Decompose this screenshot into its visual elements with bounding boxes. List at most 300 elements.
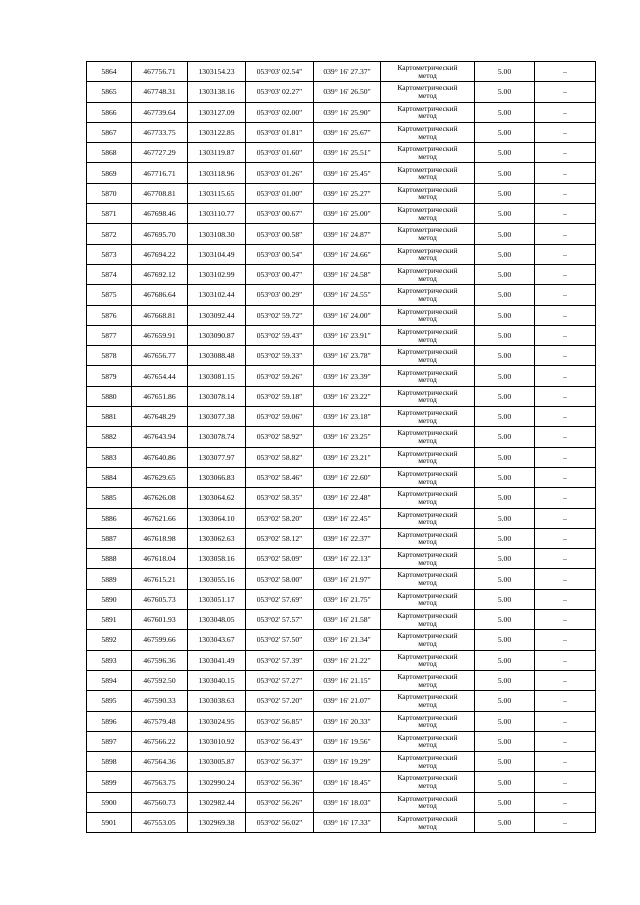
y-coordinate: 1303122.85 — [188, 122, 246, 142]
note: – — [535, 691, 596, 711]
y-coordinate: 1303090.87 — [188, 325, 246, 345]
point-number: 5886 — [87, 508, 132, 528]
note: – — [535, 305, 596, 325]
method-line-2: метод — [418, 375, 437, 385]
y-coordinate: 1303088.48 — [188, 346, 246, 366]
point-number: 5866 — [87, 102, 132, 122]
y-coordinate: 1303108.30 — [188, 224, 246, 244]
note: – — [535, 183, 596, 203]
note: – — [535, 630, 596, 650]
point-number: 5871 — [87, 204, 132, 224]
point-number: 5878 — [87, 346, 132, 366]
latitude: 053°02' 57.57" — [246, 610, 314, 630]
latitude: 053°03' 02.00" — [246, 102, 314, 122]
method-line-1: Картометрический — [397, 509, 458, 519]
accuracy: 5.00 — [475, 82, 535, 102]
method-cell — [381, 752, 475, 772]
method-line-1: Картометрический — [397, 692, 458, 702]
latitude: 053°02' 58.46" — [246, 467, 314, 487]
method-line-1: Картометрический — [397, 367, 458, 377]
method-cell — [381, 143, 475, 163]
x-coordinate: 467686.64 — [132, 285, 188, 305]
method-cell — [381, 163, 475, 183]
x-coordinate: 467640.86 — [132, 447, 188, 467]
latitude: 053°02' 56.85" — [246, 711, 314, 731]
accuracy: 5.00 — [475, 630, 535, 650]
coordinates-table — [86, 61, 596, 833]
method-line-2: метод — [418, 70, 437, 80]
longitude: 039° 16' 23.22" — [314, 386, 381, 406]
method-line-1: Картометрический — [397, 793, 458, 803]
y-coordinate: 1303102.99 — [188, 264, 246, 284]
y-coordinate: 1303118.96 — [188, 163, 246, 183]
latitude: 053°02' 56.37" — [246, 752, 314, 772]
method-line-1: Картометрический — [397, 489, 458, 499]
x-coordinate: 467618.04 — [132, 549, 188, 569]
longitude: 039° 16' 23.25" — [314, 427, 381, 447]
accuracy: 5.00 — [475, 792, 535, 812]
x-coordinate: 467654.44 — [132, 366, 188, 386]
method-line-1: Картометрический — [397, 387, 458, 397]
y-coordinate: 1303005.87 — [188, 752, 246, 772]
x-coordinate: 467599.66 — [132, 630, 188, 650]
note: – — [535, 325, 596, 345]
x-coordinate: 467733.75 — [132, 122, 188, 142]
accuracy: 5.00 — [475, 528, 535, 548]
longitude: 039° 16' 21.15" — [314, 670, 381, 690]
note: – — [535, 569, 596, 589]
longitude: 039° 16' 25.27" — [314, 183, 381, 203]
latitude: 053°02' 59.26" — [246, 366, 314, 386]
method-line-2: метод — [418, 456, 437, 466]
latitude: 053°02' 56.36" — [246, 772, 314, 792]
y-coordinate: 1303138.16 — [188, 82, 246, 102]
table-row — [87, 407, 596, 427]
table-row — [87, 264, 596, 284]
note: – — [535, 812, 596, 832]
point-number: 5890 — [87, 589, 132, 609]
table-row — [87, 427, 596, 447]
table-row — [87, 62, 596, 82]
x-coordinate: 467727.29 — [132, 143, 188, 163]
table-row — [87, 528, 596, 548]
accuracy: 5.00 — [475, 752, 535, 772]
method-line-1: Картометрический — [397, 144, 458, 154]
point-number: 5898 — [87, 752, 132, 772]
y-coordinate: 1303040.15 — [188, 670, 246, 690]
accuracy: 5.00 — [475, 264, 535, 284]
note: – — [535, 650, 596, 670]
longitude: 039° 16' 25.00" — [314, 204, 381, 224]
method-line-2: метод — [418, 273, 437, 283]
latitude: 053°02' 58.82" — [246, 447, 314, 467]
x-coordinate: 467560.73 — [132, 792, 188, 812]
table-row — [87, 467, 596, 487]
latitude: 053°02' 59.18" — [246, 386, 314, 406]
latitude: 053°03' 00.29" — [246, 285, 314, 305]
y-coordinate: 1303127.09 — [188, 102, 246, 122]
note: – — [535, 264, 596, 284]
method-cell — [381, 183, 475, 203]
accuracy: 5.00 — [475, 670, 535, 690]
method-line-2: метод — [418, 598, 437, 608]
accuracy: 5.00 — [475, 467, 535, 487]
latitude: 053°02' 59.72" — [246, 305, 314, 325]
accuracy: 5.00 — [475, 691, 535, 711]
note: – — [535, 204, 596, 224]
y-coordinate: 1302990.24 — [188, 772, 246, 792]
y-coordinate: 1303064.10 — [188, 508, 246, 528]
method-line-1: Картометрический — [397, 164, 458, 174]
method-line-1: Картометрический — [397, 184, 458, 194]
method-line-2: метод — [418, 638, 437, 648]
method-line-1: Картометрический — [397, 245, 458, 255]
latitude: 053°02' 57.27" — [246, 670, 314, 690]
accuracy: 5.00 — [475, 62, 535, 82]
method-cell — [381, 427, 475, 447]
method-cell — [381, 244, 475, 264]
method-cell — [381, 224, 475, 244]
method-line-2: метод — [418, 253, 437, 263]
latitude: 053°03' 00.67" — [246, 204, 314, 224]
accuracy: 5.00 — [475, 204, 535, 224]
accuracy: 5.00 — [475, 224, 535, 244]
method-cell — [381, 549, 475, 569]
longitude: 039° 16' 23.91" — [314, 325, 381, 345]
table-row — [87, 610, 596, 630]
method-line-2: метод — [418, 90, 437, 100]
y-coordinate: 1303092.44 — [188, 305, 246, 325]
table-row — [87, 285, 596, 305]
table-row — [87, 488, 596, 508]
method-cell — [381, 346, 475, 366]
latitude: 053°02' 56.43" — [246, 731, 314, 751]
longitude: 039° 16' 20.33" — [314, 711, 381, 731]
method-cell — [381, 264, 475, 284]
note: – — [535, 82, 596, 102]
method-line-1: Картометрический — [397, 631, 458, 641]
note: – — [535, 346, 596, 366]
method-line-1: Картометрический — [397, 651, 458, 661]
x-coordinate: 467618.98 — [132, 528, 188, 548]
table-row — [87, 549, 596, 569]
method-line-1: Картометрический — [397, 732, 458, 742]
note: – — [535, 244, 596, 264]
longitude: 039° 16' 24.66" — [314, 244, 381, 264]
longitude: 039° 16' 24.58" — [314, 264, 381, 284]
point-number: 5889 — [87, 569, 132, 589]
x-coordinate: 467698.46 — [132, 204, 188, 224]
longitude: 039° 16' 25.90" — [314, 102, 381, 122]
method-line-1: Картометрический — [397, 347, 458, 357]
x-coordinate: 467656.77 — [132, 346, 188, 366]
longitude: 039° 16' 22.13" — [314, 549, 381, 569]
method-line-2: метод — [418, 801, 437, 811]
accuracy: 5.00 — [475, 386, 535, 406]
accuracy: 5.00 — [475, 325, 535, 345]
accuracy: 5.00 — [475, 143, 535, 163]
accuracy: 5.00 — [475, 569, 535, 589]
accuracy: 5.00 — [475, 731, 535, 751]
accuracy: 5.00 — [475, 407, 535, 427]
note: – — [535, 792, 596, 812]
method-line-2: метод — [418, 131, 437, 141]
longitude: 039° 16' 23.21" — [314, 447, 381, 467]
point-number: 5891 — [87, 610, 132, 630]
longitude: 039° 16' 21.07" — [314, 691, 381, 711]
latitude: 053°02' 58.00" — [246, 569, 314, 589]
method-cell — [381, 82, 475, 102]
method-cell — [381, 792, 475, 812]
method-cell — [381, 305, 475, 325]
method-line-1: Картометрический — [397, 326, 458, 336]
method-cell — [381, 630, 475, 650]
x-coordinate: 467579.48 — [132, 711, 188, 731]
y-coordinate: 1303081.15 — [188, 366, 246, 386]
y-coordinate: 1303010.92 — [188, 731, 246, 751]
point-number: 5868 — [87, 143, 132, 163]
point-number: 5899 — [87, 772, 132, 792]
accuracy: 5.00 — [475, 508, 535, 528]
x-coordinate: 467566.22 — [132, 731, 188, 751]
method-line-1: Картометрический — [397, 123, 458, 133]
point-number: 5893 — [87, 650, 132, 670]
point-number: 5884 — [87, 467, 132, 487]
point-number: 5897 — [87, 731, 132, 751]
note: – — [535, 508, 596, 528]
latitude: 053°02' 58.35" — [246, 488, 314, 508]
method-line-1: Картометрический — [397, 611, 458, 621]
method-line-1: Картометрический — [397, 428, 458, 438]
x-coordinate: 467643.94 — [132, 427, 188, 447]
point-number: 5888 — [87, 549, 132, 569]
latitude: 053°02' 57.50" — [246, 630, 314, 650]
y-coordinate: 1303078.74 — [188, 427, 246, 447]
table-row — [87, 183, 596, 203]
longitude: 039° 16' 22.48" — [314, 488, 381, 508]
method-cell — [381, 731, 475, 751]
method-line-2: метод — [418, 699, 437, 709]
latitude: 053°03' 02.27" — [246, 82, 314, 102]
method-cell — [381, 691, 475, 711]
method-line-1: Картометрический — [397, 468, 458, 478]
method-line-1: Картометрический — [397, 753, 458, 763]
point-number: 5880 — [87, 386, 132, 406]
note: – — [535, 488, 596, 508]
method-line-2: метод — [418, 476, 437, 486]
method-line-1: Картометрический — [397, 712, 458, 722]
accuracy: 5.00 — [475, 447, 535, 467]
x-coordinate: 467553.05 — [132, 812, 188, 832]
y-coordinate: 1303110.77 — [188, 204, 246, 224]
x-coordinate: 467692.12 — [132, 264, 188, 284]
longitude: 039° 16' 19.29" — [314, 752, 381, 772]
note: – — [535, 285, 596, 305]
latitude: 053°02' 59.43" — [246, 325, 314, 345]
method-line-2: метод — [418, 740, 437, 750]
longitude: 039° 16' 19.56" — [314, 731, 381, 751]
x-coordinate: 467651.86 — [132, 386, 188, 406]
accuracy: 5.00 — [475, 285, 535, 305]
accuracy: 5.00 — [475, 244, 535, 264]
method-cell — [381, 366, 475, 386]
latitude: 053°03' 00.47" — [246, 264, 314, 284]
table-row — [87, 143, 596, 163]
table-row — [87, 569, 596, 589]
point-number: 5872 — [87, 224, 132, 244]
point-number: 5900 — [87, 792, 132, 812]
latitude: 053°03' 01.81" — [246, 122, 314, 142]
y-coordinate: 1302982.44 — [188, 792, 246, 812]
table-row — [87, 630, 596, 650]
note: – — [535, 224, 596, 244]
y-coordinate: 1303115.65 — [188, 183, 246, 203]
method-cell — [381, 386, 475, 406]
point-number: 5881 — [87, 407, 132, 427]
point-number: 5901 — [87, 812, 132, 832]
point-number: 5879 — [87, 366, 132, 386]
longitude: 039° 16' 22.37" — [314, 528, 381, 548]
point-number: 5867 — [87, 122, 132, 142]
point-number: 5896 — [87, 711, 132, 731]
point-number: 5883 — [87, 447, 132, 467]
accuracy: 5.00 — [475, 346, 535, 366]
method-cell — [381, 528, 475, 548]
method-line-2: метод — [418, 415, 437, 425]
method-line-2: метод — [418, 111, 437, 121]
point-number: 5873 — [87, 244, 132, 264]
accuracy: 5.00 — [475, 549, 535, 569]
method-line-2: метод — [418, 618, 437, 628]
y-coordinate: 1303066.83 — [188, 467, 246, 487]
latitude: 053°03' 01.00" — [246, 183, 314, 203]
y-coordinate: 1303077.38 — [188, 407, 246, 427]
method-line-1: Картометрический — [397, 529, 458, 539]
table-row — [87, 386, 596, 406]
method-line-2: метод — [418, 395, 437, 405]
x-coordinate: 467694.22 — [132, 244, 188, 264]
longitude: 039° 16' 21.58" — [314, 610, 381, 630]
table-row — [87, 731, 596, 751]
table-row — [87, 224, 596, 244]
y-coordinate: 1303078.14 — [188, 386, 246, 406]
longitude: 039° 16' 27.37" — [314, 62, 381, 82]
method-line-1: Картометрический — [397, 550, 458, 560]
longitude: 039° 16' 23.18" — [314, 407, 381, 427]
method-line-2: метод — [418, 659, 437, 669]
table-row — [87, 122, 596, 142]
y-coordinate: 1303077.97 — [188, 447, 246, 467]
longitude: 039° 16' 21.97" — [314, 569, 381, 589]
latitude: 053°03' 01.26" — [246, 163, 314, 183]
method-cell — [381, 610, 475, 630]
y-coordinate: 1303064.62 — [188, 488, 246, 508]
method-cell — [381, 508, 475, 528]
method-cell — [381, 325, 475, 345]
point-number: 5865 — [87, 82, 132, 102]
point-number: 5876 — [87, 305, 132, 325]
method-cell — [381, 589, 475, 609]
longitude: 039° 16' 24.87" — [314, 224, 381, 244]
point-number: 5885 — [87, 488, 132, 508]
y-coordinate: 1303102.44 — [188, 285, 246, 305]
y-coordinate: 1303104.49 — [188, 244, 246, 264]
method-line-2: метод — [418, 435, 437, 445]
method-line-1: Картометрический — [397, 83, 458, 93]
method-line-1: Картометрический — [397, 448, 458, 458]
longitude: 039° 16' 22.45" — [314, 508, 381, 528]
point-number: 5875 — [87, 285, 132, 305]
x-coordinate: 467629.65 — [132, 467, 188, 487]
method-line-2: метод — [418, 720, 437, 730]
method-cell — [381, 772, 475, 792]
accuracy: 5.00 — [475, 488, 535, 508]
note: – — [535, 670, 596, 690]
note: – — [535, 366, 596, 386]
y-coordinate: 1303055.16 — [188, 569, 246, 589]
note: – — [535, 589, 596, 609]
accuracy: 5.00 — [475, 812, 535, 832]
x-coordinate: 467708.81 — [132, 183, 188, 203]
note: – — [535, 102, 596, 122]
table-row — [87, 366, 596, 386]
method-line-1: Картометрический — [397, 225, 458, 235]
y-coordinate: 1302969.38 — [188, 812, 246, 832]
latitude: 053°03' 00.58" — [246, 224, 314, 244]
method-line-2: метод — [418, 192, 437, 202]
accuracy: 5.00 — [475, 650, 535, 670]
longitude: 039° 16' 18.45" — [314, 772, 381, 792]
accuracy: 5.00 — [475, 183, 535, 203]
point-number: 5864 — [87, 62, 132, 82]
accuracy: 5.00 — [475, 102, 535, 122]
method-cell — [381, 569, 475, 589]
note: – — [535, 407, 596, 427]
table-row — [87, 244, 596, 264]
table-row — [87, 82, 596, 102]
longitude: 039° 16' 21.22" — [314, 650, 381, 670]
longitude: 039° 16' 22.60" — [314, 467, 381, 487]
x-coordinate: 467648.29 — [132, 407, 188, 427]
note: – — [535, 163, 596, 183]
longitude: 039° 16' 25.45" — [314, 163, 381, 183]
longitude: 039° 16' 25.51" — [314, 143, 381, 163]
accuracy: 5.00 — [475, 610, 535, 630]
longitude: 039° 16' 25.67" — [314, 122, 381, 142]
y-coordinate: 1303062.63 — [188, 528, 246, 548]
method-line-2: метод — [418, 679, 437, 689]
x-coordinate: 467748.31 — [132, 82, 188, 102]
latitude: 053°03' 02.54" — [246, 62, 314, 82]
accuracy: 5.00 — [475, 305, 535, 325]
point-number: 5895 — [87, 691, 132, 711]
x-coordinate: 467659.91 — [132, 325, 188, 345]
method-line-1: Картометрический — [397, 266, 458, 276]
point-number: 5874 — [87, 264, 132, 284]
point-number: 5894 — [87, 670, 132, 690]
method-line-2: метод — [418, 293, 437, 303]
note: – — [535, 528, 596, 548]
x-coordinate: 467739.64 — [132, 102, 188, 122]
point-number: 5892 — [87, 630, 132, 650]
x-coordinate: 467590.33 — [132, 691, 188, 711]
point-number: 5877 — [87, 325, 132, 345]
table-row — [87, 305, 596, 325]
method-cell — [381, 467, 475, 487]
table-row — [87, 589, 596, 609]
table-row — [87, 650, 596, 670]
note: – — [535, 122, 596, 142]
